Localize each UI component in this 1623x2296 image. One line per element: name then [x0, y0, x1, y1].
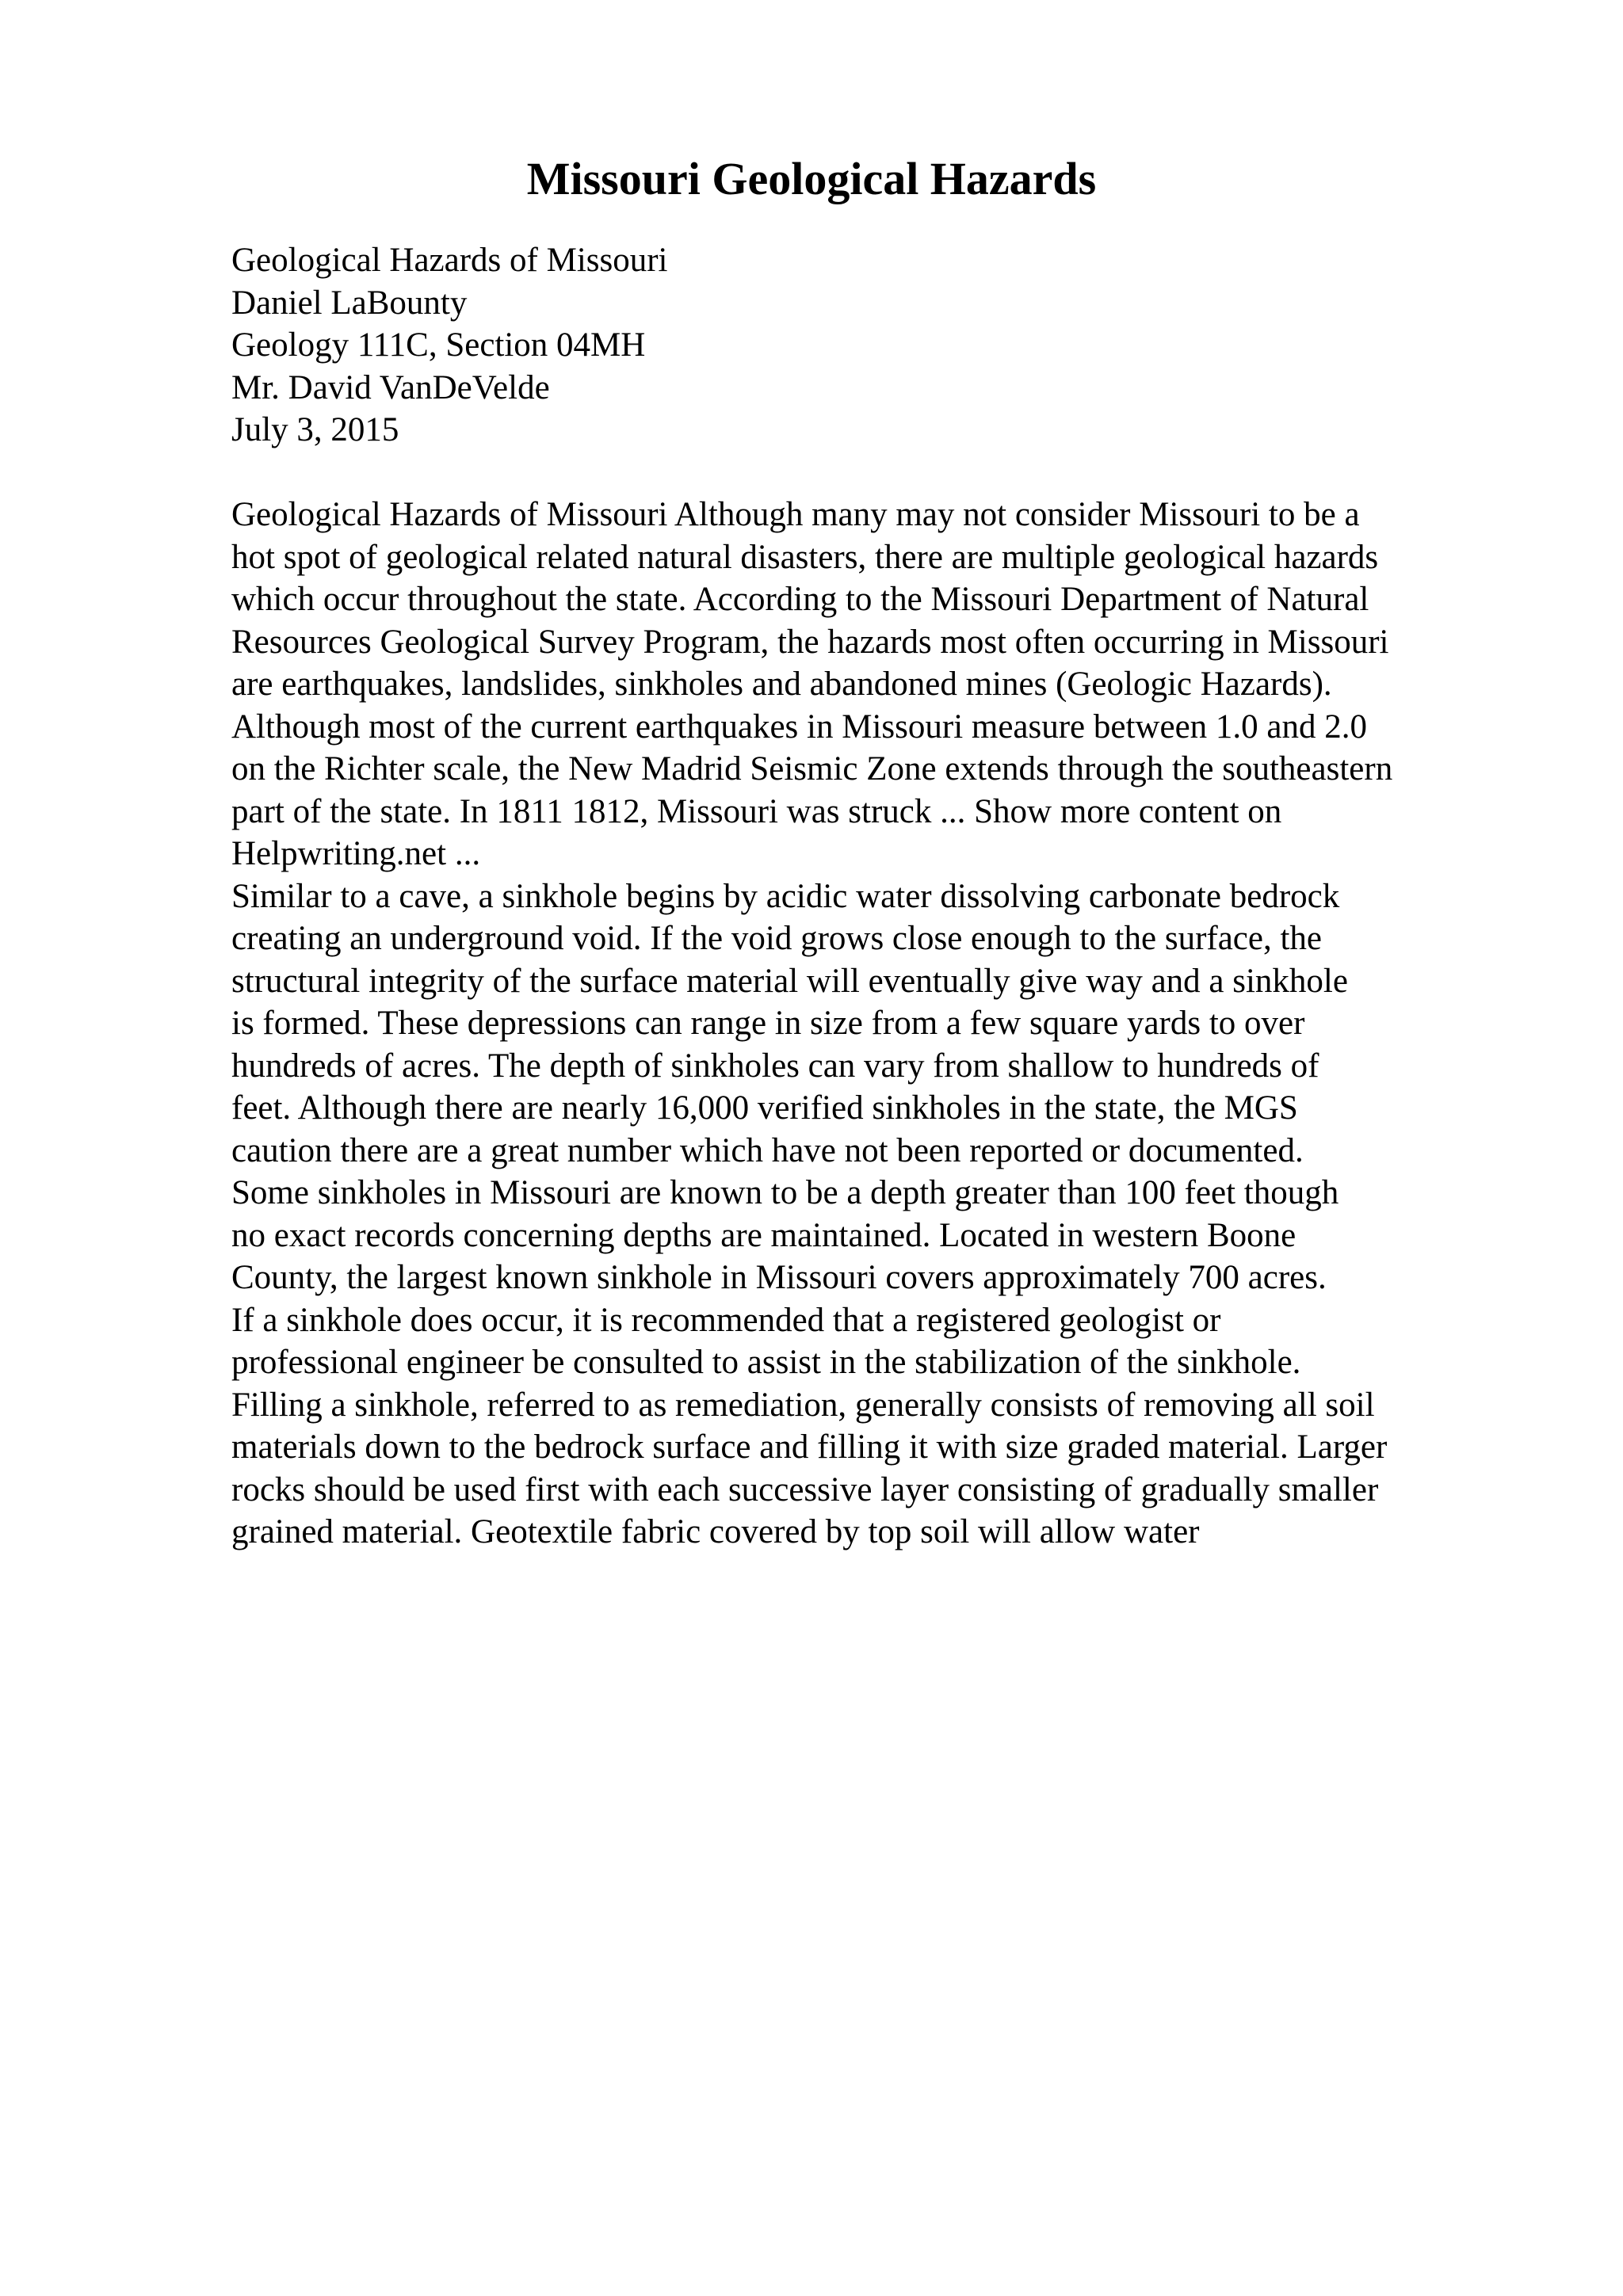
body-line: Although most of the current earthquakes in Missouri measure between 1.0 and 2.0 — [231, 707, 1367, 746]
header-line: July 3, 2015 — [231, 411, 399, 448]
body-line: which occur throughout the state. According to the Missouri Department of Natural — [231, 581, 1369, 618]
header-block — [231, 239, 1594, 452]
body-line: caution there are a great number which have not been reported or documented. — [231, 1131, 1304, 1169]
body-line: is formed. These depressions can range in size from a few square yards to over — [231, 1005, 1305, 1042]
body-line: Some sinkholes in Missouri are known to be a depth greater than 100 feet though — [231, 1174, 1339, 1211]
body-line: structural integrity of the surface material will eventually give way and a sinkhole — [231, 962, 1348, 1000]
document-text — [231, 239, 1594, 1554]
document-title: Missouri Geological Hazards — [526, 153, 1097, 204]
body-line: hundreds of acres. The depth of sinkholes can vary from shallow to hundreds of — [231, 1047, 1319, 1085]
body-line: professional engineer be consulted to assist in the stabilization of the sinkhole. — [231, 1344, 1301, 1381]
body-line: no exact records concerning depths are maintained. Located in western Boone — [231, 1216, 1296, 1254]
body-line: on the Richter scale, the New Madrid Seismic Zone extends through the southeastern — [231, 750, 1393, 788]
body-line: creating an underground void. If the void grows close enough to the surface, the — [231, 920, 1322, 957]
body-line: feet. Although there are nearly 16,000 verified sinkholes in the state, the MGS — [231, 1089, 1298, 1127]
body-line: part of the state. In 1811 1812, Missouri was struck ... Show more content on — [231, 792, 1282, 830]
header-line: Geological Hazards of Missouri — [231, 242, 668, 279]
body-line: Resources Geological Survey Program, the hazards most often occurring in Missouri — [231, 623, 1389, 661]
body-line: grained material. Geotextile fabric covered by top soil will allow water — [231, 1513, 1200, 1550]
body-line: Similar to a cave, a sinkhole begins by acidic water dissolving carbonate bedrock — [231, 877, 1340, 915]
body-line: County, the largest known sinkhole in Missouri covers approximately 700 acres. — [231, 1259, 1327, 1296]
body-block — [231, 494, 1594, 1554]
header-line: Daniel LaBounty — [231, 284, 468, 322]
body-line: rocks should be used first with each successive layer consisting of gradually smaller — [231, 1470, 1379, 1508]
body-line: materials down to the bedrock surface and filling it with size graded material. Larger — [231, 1428, 1388, 1466]
body-line: Geological Hazards of Missouri Although many may not consider Missouri to be a — [231, 496, 1360, 533]
body-line: Helpwriting.net ... — [231, 835, 481, 872]
body-line: Filling a sinkhole, referred to as remediation, generally consists of removing all soil — [231, 1386, 1375, 1424]
body-line: If a sinkhole does occur, it is recommended that a registered geologist or — [231, 1301, 1221, 1339]
header-line: Geology 111C, Section 04MH — [231, 326, 646, 364]
paragraph-gap — [231, 452, 1594, 494]
body-line: hot spot of geological related natural disasters, there are multiple geological hazards — [231, 538, 1379, 576]
header-line: Mr. David VanDeVelde — [231, 368, 550, 406]
body-line: are earthquakes, landslides, sinkholes and abandoned mines (Geologic Hazards). — [231, 666, 1332, 703]
